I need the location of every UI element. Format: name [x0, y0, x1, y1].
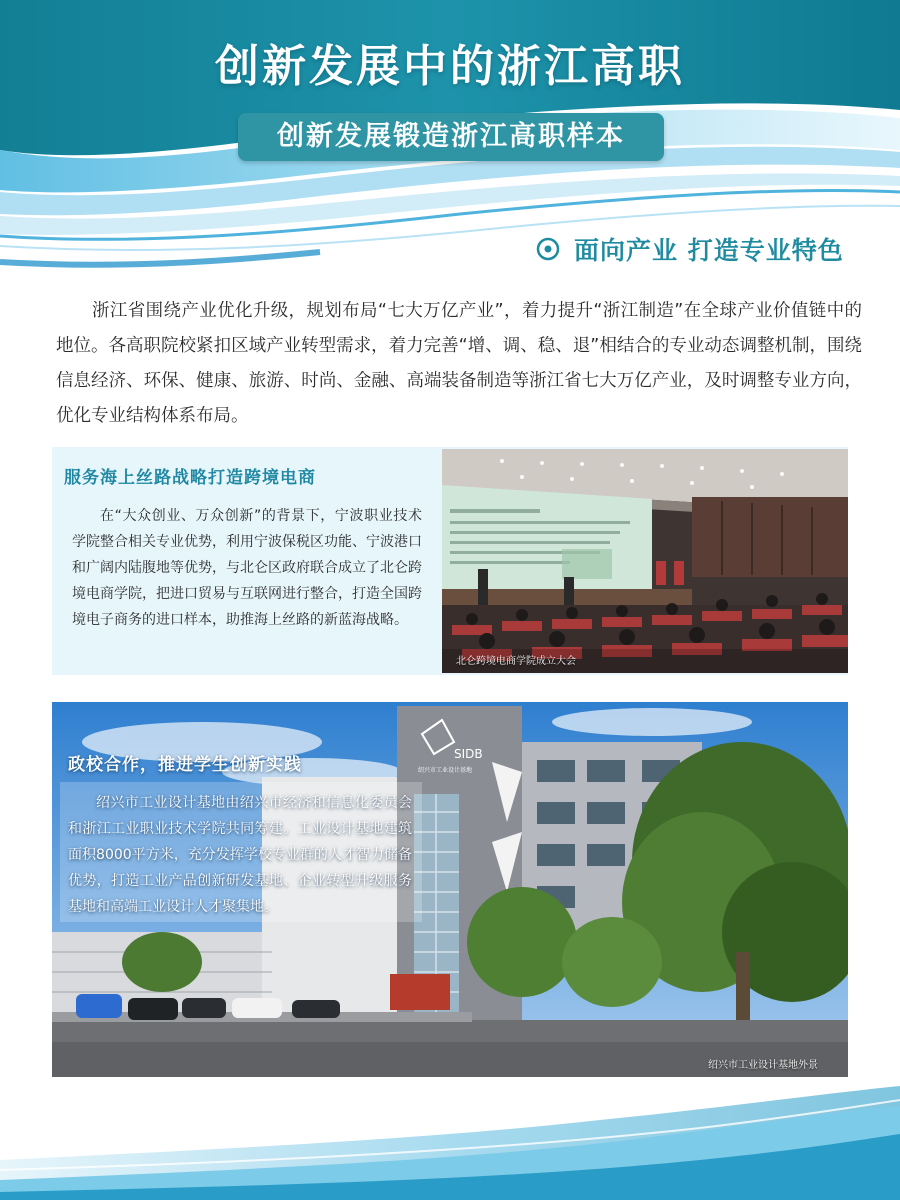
section-heading-text: 面向产业 打造专业特色 [574, 236, 844, 265]
ecommerce-block-title: 服务海上丝路战略打造跨境电商 [64, 468, 316, 488]
sign-logo-text: SIDB [454, 747, 483, 761]
ecommerce-block-body: 在“大众创业、万众创新”的背景下，宁波职业技术学院整合相关专业优势，利用宁波保税区功能、宁波港口和广阔内陆腹地等优势，与北仑区政府联合成立了北仑跨境电商学院，把进口贸易与互联网进行整合，打造全国跨境电子商务的进口样本，助推海上丝路的新蓝海战略。 [72, 508, 422, 628]
section-heading [536, 232, 844, 266]
ecommerce-block [52, 447, 848, 675]
conference-photo-caption: 北仑跨境电商学院成立大会 [456, 656, 576, 667]
conference-photo [442, 449, 848, 673]
target-icon [536, 237, 560, 261]
subtitle-banner [238, 113, 664, 161]
page-title: 创新发展中的浙江高职 [215, 41, 685, 92]
intro-paragraph: 浙江省围绕产业优化升级，规划布局“七大万亿产业”，着力提升“浙江制造”在全球产业价值链中的地位。各高职院校紧扣区域产业转型需求，着力完善“增、调、稳、退”相结合的专业动态调整机制，围绕信息经济、环保、健康、旅游、时尚、金融、高端装备制造等浙江省七大万亿产业，及时调整专业方向，优化专业结构体系布局。 [56, 301, 862, 426]
footer-wave-decoration [0, 1080, 900, 1200]
conference-photo-image [442, 449, 848, 673]
subtitle-text: 创新发展锻造浙江高职样本 [277, 121, 625, 152]
design-base-block-title: 政校合作，推进学生创新实践 [68, 755, 302, 775]
design-base-block [52, 702, 848, 1077]
design-base-photo-caption: 绍兴市工业设计基地外景 [708, 1060, 818, 1071]
sign-name-text: 绍兴市工业设计基地 [418, 767, 473, 774]
design-base-block-body: 绍兴市工业设计基地由绍兴市经济和信息化委员会和浙江工业职业技术学院共同筹建。工业设计基地建筑面积8000平方米，充分发挥学校专业群的人才智力储备优势，打造工业产品创新研发基地、企业转型升级服务基地和高端工业设计人才聚集地。 [68, 795, 412, 915]
